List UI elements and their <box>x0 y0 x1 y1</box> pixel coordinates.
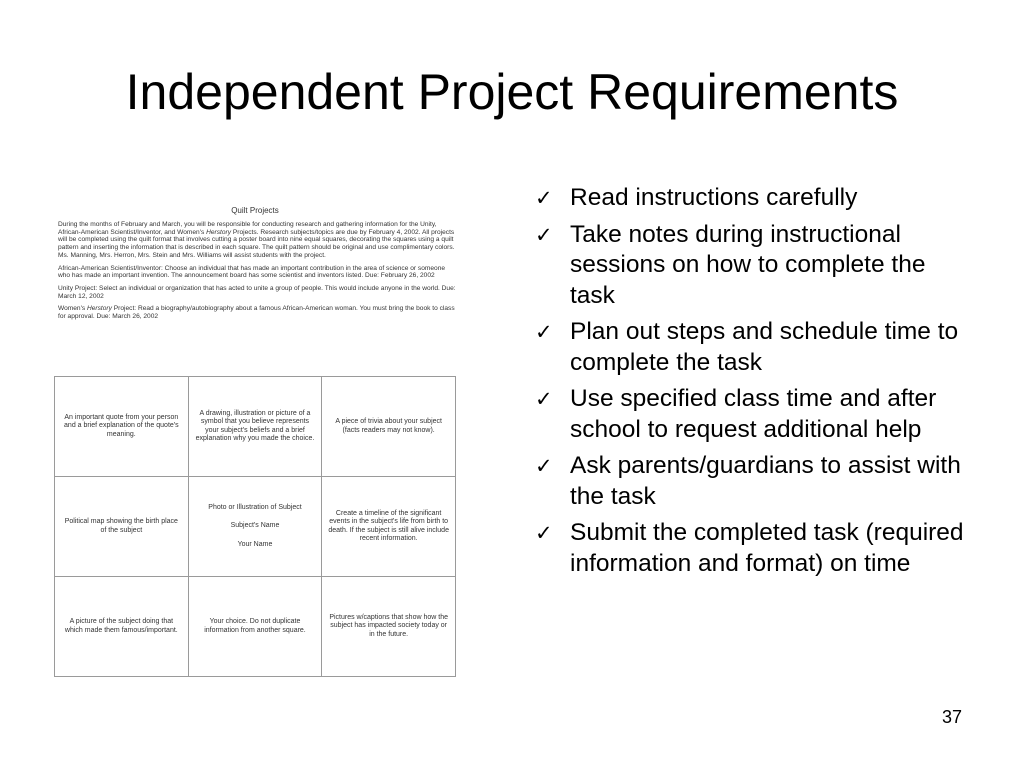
quilt-square-quote: An important quote from your person and a brief explanation of the quote's meaning. <box>55 377 189 477</box>
quilt-project-document <box>54 200 456 664</box>
center-photo-label: Photo or Illustration of Subject <box>208 503 302 511</box>
quilt-square-impact: Pictures w/captions that show how the subject has impacted society today or in the future. <box>322 577 456 677</box>
quilt-square-symbol: A drawing, illustration or picture of a symbol that you believe represents your subject's beliefs and a brief explanation why you made the choice. <box>188 377 322 477</box>
document-womens-section: Women's Herstory Project: Read a biography/autobiography about a famous African-American woman. You must bring the book to class for approval. Due: March 26, 2002 <box>58 305 455 321</box>
checkmark-icon: ✓ <box>535 186 553 210</box>
list-item: ✓ Ask parents/guardians to assist with the task <box>535 452 961 510</box>
list-item: ✓ Plan out steps and schedule time to complete the task <box>535 318 959 376</box>
checkmark-icon: ✓ <box>535 222 553 247</box>
quilt-square-choice: Your choice. Do not duplicate information from another square. <box>188 577 322 677</box>
list-item: ✓ Take notes during instructional sessions on how to complete the task <box>535 220 926 309</box>
list-item: ✓ Submit the completed task (required information and format) on time <box>535 519 964 577</box>
list-item: ✓ Read instructions carefully <box>532 183 972 214</box>
requirements-list <box>532 183 972 585</box>
center-subject-name: Subject's Name <box>230 522 280 530</box>
page-number: 37 <box>941 707 962 727</box>
document-scientist-section: African-American Scientist/Inventor: Choose an individual that has made an important contribution in the area of science or someone who has made an important invention. The announcement board has some scientist and inventors listed. Due: February 26, 2002 <box>58 264 446 280</box>
checkmark-icon: ✓ <box>535 454 553 478</box>
slide-title: Independent Project Requirements <box>125 64 899 120</box>
quilt-square-center <box>188 477 322 577</box>
quilt-square-map: Political map showing the birth place of the subject <box>55 477 189 577</box>
quilt-square-timeline: Create a timeline of the significant events in the subject's life from birth to death. If the subject is still alive include recent information. <box>322 477 456 577</box>
document-intro: During the months of February and March, you will be responsible for conducting research and gathering information for the Unity, African-American Scientist/Inventor, and Women's Herstory Projects. Research subjects/topics are due by February 4, 2002. All projects will be completed using the quilt format that involves cutting a poster board into nine equal squares, decorating the squares using a quilt pattern and inserting the information that is described in each square. The quilt pattern should be original and use complimentary colors. Ms. Manning, Mrs. Herron, Mrs. Stein and Mrs. Williams will assist students with the project. <box>58 221 455 259</box>
document-unity-section: Unity Project: Select an individual or organization that has acted to unite a group of people. This would include anyone in the world. Due: March 12, 2002 <box>58 284 456 300</box>
checkmark-icon: ✓ <box>535 521 553 545</box>
document-title: Quilt Projects <box>231 206 279 215</box>
checkmark-icon: ✓ <box>535 320 553 344</box>
list-item: ✓ Use specified class time and after school to request additional help <box>535 385 937 443</box>
quilt-grid <box>54 376 456 677</box>
quilt-square-picture: A picture of the subject doing that which made them famous/important. <box>55 577 189 677</box>
checkmark-icon: ✓ <box>535 387 553 411</box>
center-your-name: Your Name <box>237 540 273 548</box>
quilt-square-trivia: A piece of trivia about your subject (facts readers may not know). <box>322 377 456 477</box>
